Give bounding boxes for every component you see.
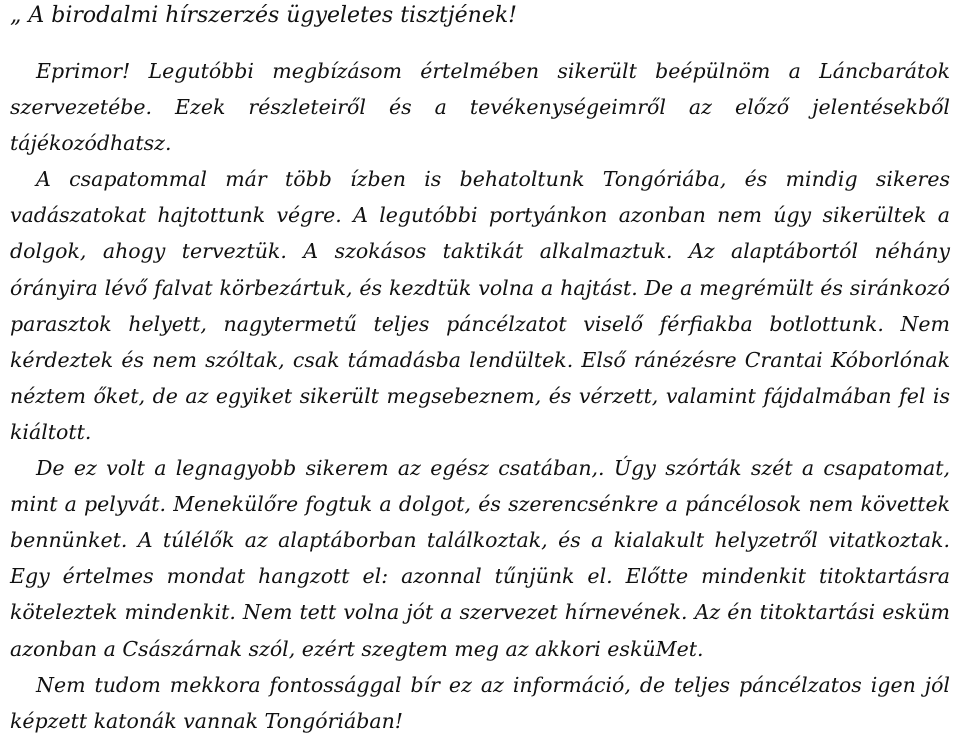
paragraph-conclusion: Nem tudom mekkora fontossággal bír ez az információ, de teljes páncélzatos igen jól képzett katonák vannak Tongóriában! (10, 672, 950, 733)
paragraph-raid-report: A csapatommal már több ízben is behatoltunk Tongóriába, és mindig sikeres vadászatokat hajtottunk végre. A legutóbbi portyánkon azonban nem úgy sikerültek a dolgok, ahogy terveztük. A szokásos taktikát alkalmaztuk. Az alaptábortól néhány órányira lévő falvat körbezártuk, és kezdtük volna a hajtást. De a megrémült és siránkozó parasztok helyett, nagytermetű teljes páncélzatot viselő férfiakba botlottunk. Nem kérdeztek és nem szóltak, csak támadásba lendültek. Első ránézésre Crantai Kóborlónak néztem őket, de az egyiket sikerült megsebeznem, és vérzett, valamint fájdalmában fel is kiáltott. (10, 167, 950, 444)
paragraph-battle-aftermath: De ez volt a legnagyobb sikerem az egész csatában,. Úgy szórták szét a csapatomat, mint a pelyvát. Menekülőre fogtuk a dolgot, és szerencsénkre a páncélosok nem követtek bennünket. A túlélők az alaptáborban találkoztak, és a kialakult helyzetről vitatkoztak. Egy értelmes mondat hangzott el: azonnal tűnjünk el. Előtte mindenkit titoktartásra köteleztek mindenkit. Nem tett volna jót a szervezet hírnevének. Az én titoktartási esküm azonban a Császárnak szól, ezért szegtem meg az akkori esküMet. (10, 456, 950, 661)
paragraph-introduction: Eprimor! Legutóbbi megbízásom értelmében sikerült beépülnöm a Láncbarátok szervezetébe. Ezek részleteiről és a tevékenységeimről az előző jelentésekből tájékozódhatsz. (10, 59, 950, 156)
letter-salutation: „ A birodalmi hírszerzés ügyeletes tisztjének! (10, 3, 518, 28)
letter-document (10, 0, 950, 733)
